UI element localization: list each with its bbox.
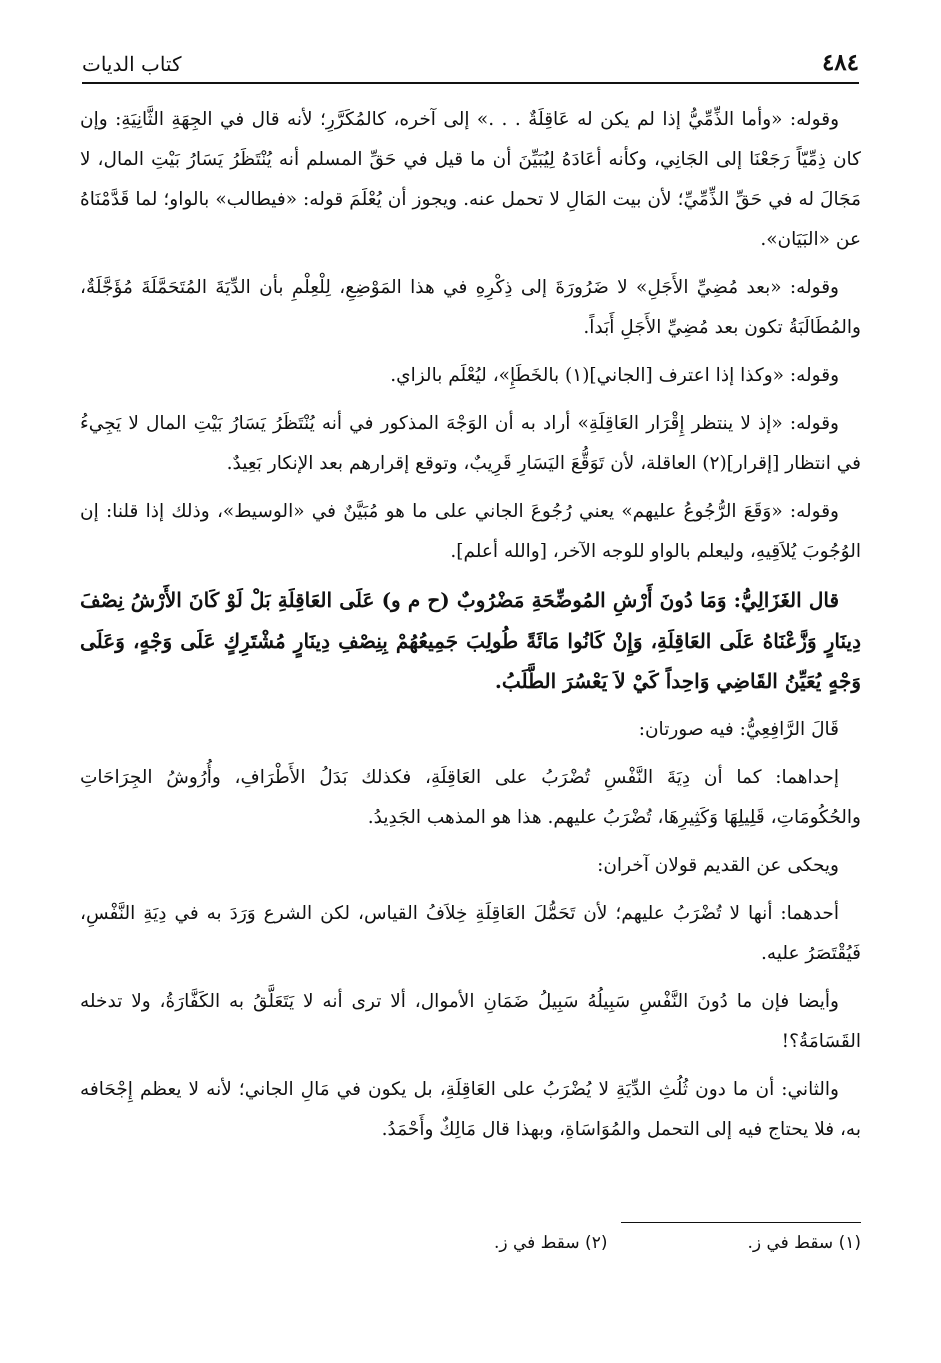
paragraph: وقوله: «وَقَعَ الرُّجُوعُ عليهم» يعني رُجُوعَ الجاني على ما هو مُبَيَّنٌ في «الوسيط»، وذلك إذا قلنا: إن الوُجُوبَ يُلاَقِيهِ، وليعلم بالواو للوجه الآخر، [والله أعلم]. [80, 501, 861, 562]
main-text [80, 100, 861, 1158]
paragraph: قَالَ الرَّافِعِيُّ: فيه صورتان: [638, 718, 839, 740]
paragraph: وقوله: «بعد مُضِيِّ الأَجَلِ» لا ضَرُورَةَ إلى ذِكْرِهِ في هذا المَوْضِعِ، لِلْعِلْمِ بأن الدِّيَةَ المُتَحَمَّلَةَ مُؤَجَّلَةٌ، والمُطَالَبَةُ تكون بعد مُضِيِّ الأَجَلِ أَبَداً. [80, 277, 861, 338]
paragraph: ويحكى عن القديم قولان آخران: [597, 854, 839, 876]
quoted-matn-paragraph: قال الغَزَالِيُّ: وَمَا دُونَ أَرْشِ المُوضِّحَةِ مَضْرُوبٌ (ح م و) عَلَى العَاقِلَةِ بَلْ لَوْ كَانَ الأَرْشُ نِصْفَ دِينَارٍ وَزَّعْنَاهُ عَلَى العَاقِلَةِ، وَإِنْ كَانُوا مَائَةً طُولِبَ جَمِيعُهُمْ بِنِصْفِ دِينَارٍ مُشْتَرِكٍ عَلَى وَجْهٍ، وَعَلَى وَجْهٍ يُعَيِّنُ القَاضِي وَاحِداً كَيْ لاَ يَعْسُرَ الطَّلَبُ. [80, 588, 861, 693]
paragraph: وقوله: «وأما الذِّمِّيُّ إذا لم يكن له عَاقِلَةٌ . . .» إلى آخره، كالمُكَرَّرِ؛ لأنه قال في الجِهَةِ الثَّانِيَةِ: وإن كان ذِمِّيّاً رَجَعْنَا إلى الجَانِي، وكأنه أعَادَهُ لِيُبَيِّنَ أن ما قيل في حَقِّ المسلم أنه يُنْتَظَرُ يَسَارُ بَيْتِ المال، لا مَجَالَ له في حَقِّ الذِّمِّيِّ؛ لأن بيت المَالِ لا تحمل عنه. ويجوز أن يُعْلَمَ قوله: «فيطالب» بالواو؛ لما قَدَّمْنَاهُ عن «البَيَان». [80, 109, 861, 250]
paragraph: أحدهما: أنها لا تُضْرَبُ عليهم؛ لأن تَحَمُّلَ العَاقِلَةِ خِلاَفُ القياس، لكن الشرع وَرَدَ به في دِيَةِ النَّفْسِ، فَيُقْتَصَرُ عليه. [80, 902, 861, 964]
footnote-number: (١) [838, 1233, 861, 1253]
page-number: ٤٨٤ [821, 49, 859, 76]
paragraph: وقوله: «إذ لا ينتظر إِقْرَار العَاقِلَةِ» أراد به أن الوَجْهَ المذكور في أنه يُنْتَظَرُ يَسَارُ بَيْتِ المال لا يَجِيءُ في انتظار [إقرار](٢) العاقلة، لأن تَوَقُّعَ اليَسَارِ قَرِيبٌ، وتوقع إقرارهم بعد الإنكار بَعِيدٌ. [80, 413, 861, 474]
footnote-1 [747, 1233, 861, 1253]
paragraph: وأيضا فإن ما دُونَ النَّفْسِ سَبِيلُهُ سَبِيلُ ضَمَانِ الأموال، ألا ترى أنه لا يَتَعَلَّقُ به الكَفَّارَةُ، ولا تدخله القَسَامَةُ؟! [80, 990, 861, 1052]
footnote-text: سقط في ز. [747, 1233, 834, 1253]
paragraph: إحداهما: كما أن دِيَةَ النَّفْسِ تُضْرَبُ على العَاقِلَةِ، فكذلك بَدَلُ الأَطْرَافِ، وأُرُوشُ الجِرَاحَاتِ والحُكُومَاتِ، قَلِيلِهَا وَكَثِيرِهَا، تُضْرَبُ عليهم. هذا هو المذهب الجَدِيدُ. [80, 766, 861, 828]
page-header [82, 40, 859, 84]
footnote-divider [621, 1222, 861, 1223]
paragraph: والثاني: أن ما دون ثُلُثِ الدِّيَةِ لا يُضْرَبُ على العَاقِلَةِ، بل يكون في مَالِ الجاني؛ لأنه لا يعظم إِجْحَافه به، فلا يحتاج فيه إلى التحمل والمُوَاسَاةِ، وبهذا قال مَالِكٌ وأَحْمَدُ. [80, 1078, 861, 1140]
footnote-2 [494, 1233, 608, 1253]
running-title: كتاب الديات [82, 52, 182, 76]
footnotes [80, 1233, 861, 1253]
paragraph: وقوله: «وكذا إذا اعترف [الجاني](١) بالخَطَإِ»، ليُعْلَم بالزاي. [390, 365, 839, 386]
footnote-text: سقط في ز. [493, 1233, 580, 1253]
footnote-number: (٢) [585, 1233, 608, 1253]
